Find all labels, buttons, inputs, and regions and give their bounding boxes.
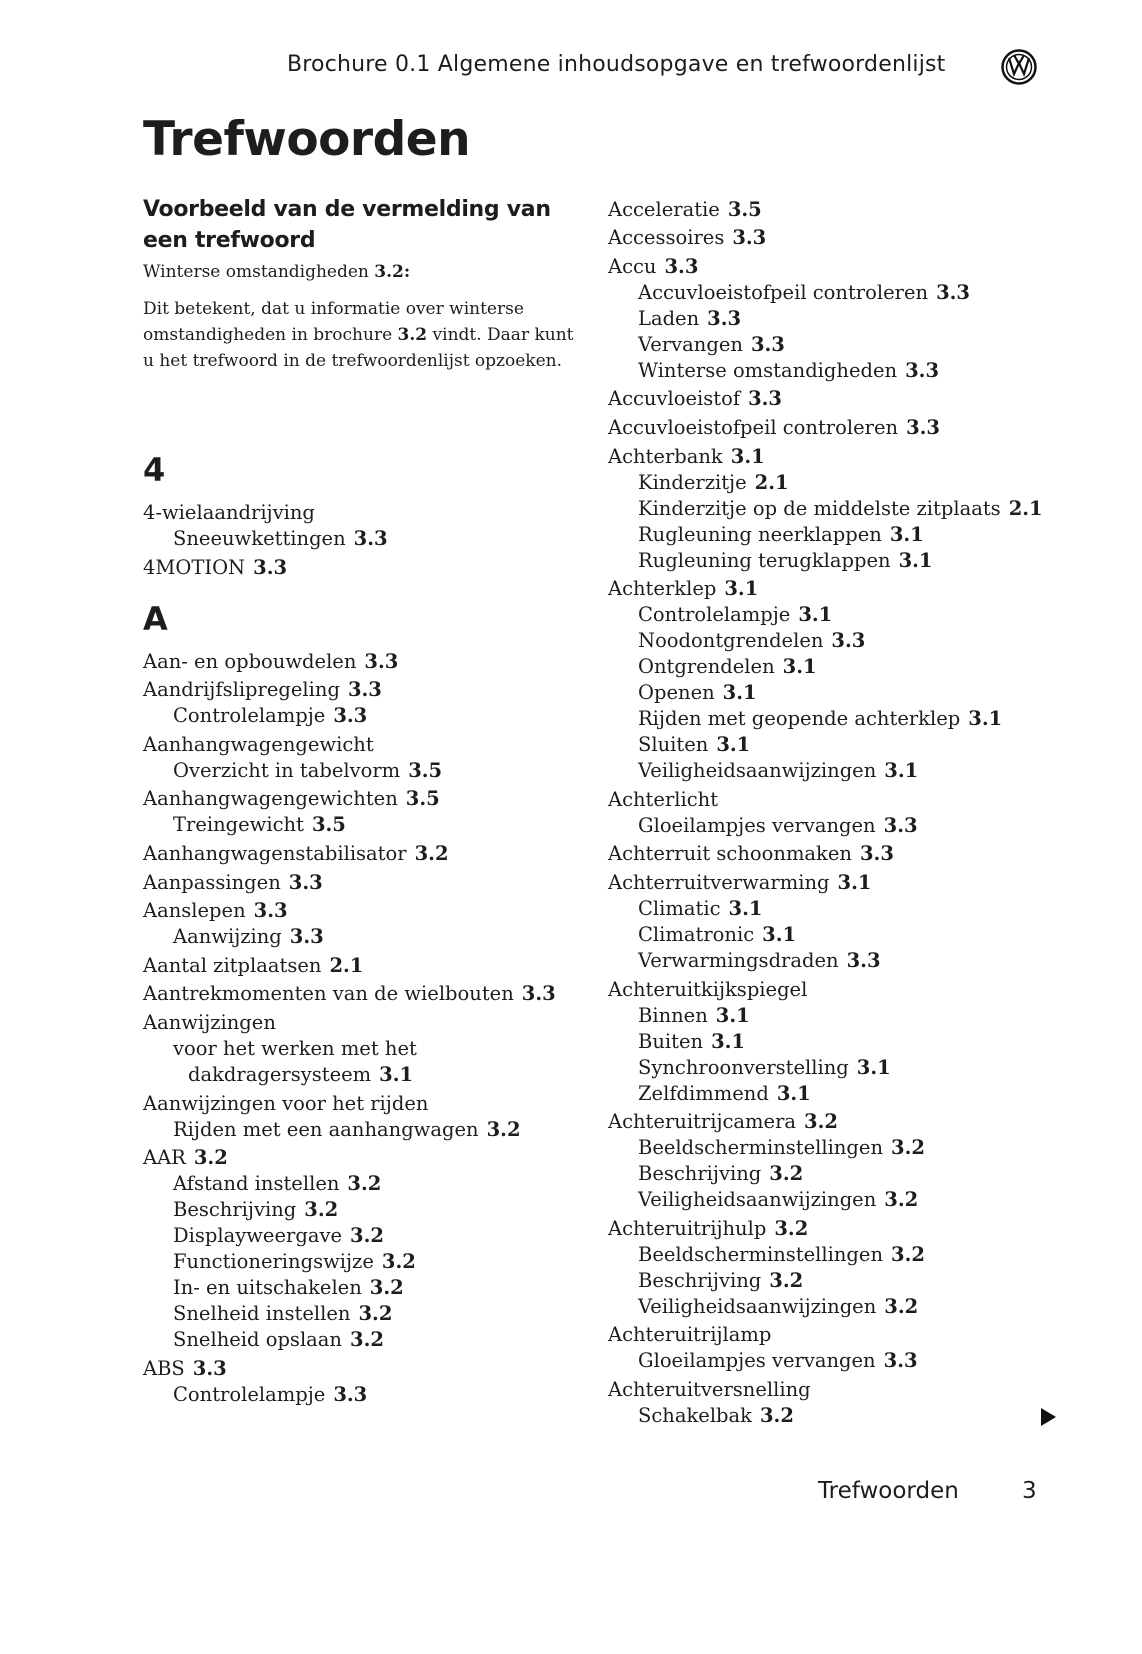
index-entry-text: Aanhangwagenstabilisator — [143, 841, 407, 865]
index-entry-ref: 2.1 — [754, 470, 789, 494]
index-entry — [608, 496, 1068, 522]
index-entry — [143, 953, 593, 979]
page-title: Trefwoorden — [143, 112, 471, 167]
index-entry-ref: 3.2 — [347, 1172, 382, 1196]
index-entry-text: Noodontgrendelen — [638, 629, 824, 653]
index-entry-text: Climatronic — [638, 922, 755, 946]
page-number: 3 — [1022, 1478, 1037, 1504]
index-entry-ref: 3.2 — [304, 1198, 339, 1222]
index-entry-ref: 3.2 — [414, 841, 449, 865]
index-entry — [608, 841, 1068, 867]
index-entry-text: Aantrekmomenten van de wielbouten — [143, 982, 514, 1006]
index-entry — [143, 898, 593, 924]
index-entry-text: Achteruitrijlamp — [608, 1323, 772, 1347]
index-entry-text: Achteruitkijkspiegel — [608, 977, 808, 1001]
index-entry-ref: 3.5 — [311, 813, 346, 837]
index-entry-ref: 3.2 — [369, 1276, 404, 1300]
index-entry-text: Sluiten — [638, 733, 709, 757]
index-entry-text: Achteruitrijhulp — [608, 1216, 767, 1240]
index-entry — [143, 526, 593, 552]
example-term-text: Winterse omstandigheden — [143, 262, 369, 282]
index-entry-ref: 3.2 — [774, 1216, 809, 1240]
index-entry-text: dakdragersysteem — [188, 1062, 372, 1086]
index-entry-text: Controlelampje — [173, 1382, 326, 1406]
index-entry — [608, 197, 1068, 223]
index-entry — [143, 812, 593, 838]
index-entry-text: Aanwijzingen voor het rijden — [143, 1091, 429, 1115]
index-entry-text: ABS — [143, 1356, 185, 1380]
index-entry-ref: 3.3 — [846, 948, 881, 972]
index-entry-ref: 3.3 — [192, 1356, 227, 1380]
example-text — [143, 296, 583, 374]
index-entry-text: 4MOTION — [143, 555, 246, 579]
index-entry-ref: 3.3 — [253, 555, 288, 579]
index-entry-ref: 3.2 — [486, 1117, 521, 1141]
header-title: Brochure 0.1 Algemene inhoudsopgave en trefwoordenlijst — [287, 52, 946, 77]
index-entry-ref: 3.2 — [350, 1224, 384, 1248]
index-entry — [143, 870, 593, 896]
index-entry-ref: 2.1 — [1008, 496, 1043, 520]
index-entry-text: Achterklep — [608, 577, 717, 601]
index-entry-text: Verwarmingsdraden — [638, 948, 839, 972]
index-entry-text: Aanwijzingen — [143, 1010, 276, 1034]
footer-label: Trefwoorden — [818, 1478, 959, 1504]
index-entry-text: In- en uitschakelen — [173, 1276, 362, 1300]
index-entry — [143, 1117, 593, 1143]
index-entry-ref: 3.2 — [884, 1294, 919, 1318]
index-entry — [143, 1382, 593, 1408]
index-entry-ref: 3.2 — [381, 1250, 416, 1274]
index-entry-text: Aanhangwagengewichten — [143, 787, 398, 811]
index-entry-ref: 3.3 — [936, 280, 970, 304]
index-entry — [143, 1036, 593, 1062]
index-entry-ref: 3.3 — [333, 704, 368, 728]
index-entry — [608, 654, 1068, 680]
index-entry-text: Displayweergave — [173, 1224, 342, 1248]
index-entry-ref: 3.2 — [891, 1242, 925, 1266]
index-entry-text: Vervangen — [638, 332, 743, 356]
index-column-right — [608, 194, 1068, 1429]
index-entry — [608, 758, 1068, 784]
index-entry-text: Rugleuning terugklappen — [638, 548, 891, 572]
index-entry-ref: 3.2 — [358, 1302, 393, 1326]
index-entry — [608, 1055, 1068, 1081]
index-entry-text: 4-wielaandrijving — [143, 501, 315, 524]
index-entry-text: Aandrijfslipregeling — [143, 678, 340, 702]
index-entry-text: Aanslepen — [143, 899, 246, 923]
index-entry-text: Gloeilampjes vervangen — [638, 1349, 876, 1373]
index-entry — [143, 500, 593, 526]
index-entry-text: Accessoires — [608, 226, 725, 250]
index-entry — [143, 981, 593, 1007]
index-entry — [608, 444, 1068, 470]
index-entry-text: Buiten — [638, 1029, 704, 1053]
index-entry — [608, 977, 1068, 1003]
index-entry — [143, 1249, 593, 1275]
index-entry — [608, 386, 1068, 412]
index-entry-ref: 3.1 — [898, 548, 933, 572]
index-entry — [608, 896, 1068, 922]
index-entry — [143, 1356, 593, 1382]
index-entry — [608, 1003, 1068, 1029]
index-entry-ref: 3.3 — [521, 982, 556, 1006]
index-entry-ref: 3.2 — [350, 1328, 384, 1352]
index-entry — [608, 254, 1068, 280]
index-entry-text: Accuvloeistof — [608, 387, 741, 411]
example-term — [143, 262, 410, 282]
index-entry — [143, 1223, 593, 1249]
index-entry-ref: 3.3 — [750, 332, 785, 356]
index-entry-ref: 3.1 — [716, 733, 751, 757]
index-entry — [608, 306, 1068, 332]
index-entry-text: Rugleuning neerklappen — [638, 522, 882, 546]
index-entry-ref: 3.1 — [724, 577, 759, 601]
index-entry — [608, 280, 1068, 306]
index-entry-text: Veiligheidsaanwijzingen — [638, 1294, 877, 1318]
index-entry-text: Achteruitversnelling — [608, 1377, 811, 1401]
index-entry-ref: 3.3 — [347, 678, 382, 702]
index-entry — [608, 732, 1068, 758]
index-entry — [143, 649, 593, 675]
index-entry-ref: 3.3 — [906, 415, 940, 439]
index-entry-ref: 3.2 — [769, 1268, 804, 1292]
index-entry-ref: 3.2 — [769, 1162, 804, 1186]
index-entry — [608, 602, 1068, 628]
index-entry — [608, 1161, 1068, 1187]
index-entry — [608, 680, 1068, 706]
index-entry-ref: 3.3 — [859, 842, 894, 866]
index-entry-ref: 3.1 — [728, 896, 763, 920]
index-entry — [608, 1268, 1068, 1294]
index-entry-ref: 3.3 — [353, 527, 388, 550]
index-entry-text: voor het werken met het — [173, 1036, 417, 1060]
index-entry-ref: 3.2 — [891, 1136, 925, 1160]
index-entry-text: Aantal zitplaatsen — [143, 953, 322, 977]
index-entry — [608, 628, 1068, 654]
index-entry — [608, 1294, 1068, 1320]
index-entry-text: Acceleratie — [608, 197, 720, 221]
index-entry-text: Winterse omstandigheden — [638, 358, 898, 382]
index-entry-ref: 3.1 — [782, 655, 817, 679]
index-entry-text: Beschrijving — [638, 1268, 762, 1292]
example-term-ref: 3.2: — [374, 262, 411, 282]
index-entry-ref: 3.5 — [727, 197, 762, 221]
section-heading: 4 — [143, 451, 166, 489]
index-entry — [608, 1187, 1068, 1213]
index-entry-ref: 3.3 — [707, 306, 742, 330]
index-entry — [608, 415, 1068, 441]
index-entry-ref: 3.1 — [715, 1003, 750, 1027]
index-entry — [608, 787, 1068, 813]
index-entry-text: Schakelbak — [638, 1403, 752, 1427]
example-heading: Voorbeeld van de vermelding van een trefwoord — [143, 197, 551, 253]
index-entry-text: Sneeuwkettingen — [173, 527, 346, 550]
index-entry-ref: 3.3 — [289, 925, 324, 949]
index-entry-text: Achterbank — [608, 444, 723, 468]
index-entry-text: Binnen — [638, 1003, 708, 1027]
index-entry-text: Beschrijving — [173, 1198, 297, 1222]
index-entry-ref: 3.1 — [730, 444, 765, 468]
index-entry-ref: 3.3 — [883, 813, 918, 837]
index-entry — [608, 948, 1068, 974]
index-entry — [608, 522, 1068, 548]
index-entry — [143, 1010, 593, 1036]
index-entry-ref: 3.2 — [759, 1403, 794, 1427]
index-entry — [608, 576, 1068, 602]
index-entry — [608, 1322, 1068, 1348]
index-entry-text: Openen — [638, 681, 715, 705]
index-entry — [143, 1171, 593, 1197]
index-entry-text: Veiligheidsaanwijzingen — [638, 1188, 877, 1212]
index-entry — [143, 1091, 593, 1117]
example-text-before: Dit betekent, dat u informatie over winterse omstandigheden in brochure — [143, 299, 524, 345]
index-entry-ref: 3.1 — [837, 870, 872, 894]
index-entry — [608, 1377, 1068, 1403]
index-entry-text: Snelheid opslaan — [173, 1328, 342, 1352]
index-entry-ref: 3.1 — [379, 1062, 414, 1086]
index-entry-ref: 3.5 — [405, 787, 440, 811]
index-entry — [608, 1109, 1068, 1135]
index-entry-text: Gloeilampjes vervangen — [638, 813, 876, 837]
index-entry-text: Beeldscherminstellingen — [638, 1136, 883, 1160]
index-entry-text: Accuvloeistofpeil controleren — [638, 280, 929, 304]
index-entry-text: Synchroonverstelling — [638, 1055, 849, 1079]
index-entry-text: Achteruitrijcamera — [608, 1110, 797, 1134]
index-entry-text: Afstand instellen — [173, 1172, 340, 1196]
section-heading: A — [143, 599, 168, 638]
index-entry — [608, 1403, 1068, 1429]
index-entry-ref: 3.5 — [408, 758, 443, 782]
index-entry-ref: 3.1 — [722, 681, 757, 705]
index-entry-text: Kinderzitje op de middelste zitplaats — [638, 496, 1001, 520]
index-entry-text: Overzicht in tabelvorm — [173, 758, 401, 782]
index-entry-ref: 3.3 — [883, 1349, 918, 1373]
index-entry — [608, 1216, 1068, 1242]
index-entry — [608, 706, 1068, 732]
index-entry — [143, 841, 593, 867]
index-entry-text: AAR — [143, 1146, 186, 1170]
index-entry-ref: 3.1 — [711, 1029, 745, 1053]
index-entry — [143, 1275, 593, 1301]
index-entry-ref: 3.1 — [884, 759, 919, 783]
index-entry-text: Beeldscherminstellingen — [638, 1242, 883, 1266]
index-entry-ref: 3.2 — [193, 1146, 228, 1170]
index-entry-ref: 3.2 — [804, 1110, 838, 1134]
index-entry — [608, 1135, 1068, 1161]
index-entry-text: Aanhangwagengewicht — [143, 732, 374, 756]
index-entry — [608, 1242, 1068, 1268]
index-entry-ref: 2.1 — [329, 953, 364, 977]
index-entry-text: Laden — [638, 306, 700, 330]
index-entry-text: Functioneringswijze — [173, 1250, 374, 1274]
triangle-right-icon — [1041, 1408, 1056, 1426]
vw-logo-icon — [1001, 49, 1037, 85]
index-entry — [143, 1197, 593, 1223]
index-entry — [143, 1327, 593, 1353]
index-entry-ref: 3.3 — [253, 899, 288, 923]
index-entry-text: Beschrijving — [638, 1162, 762, 1186]
index-entry-text: Snelheid instellen — [173, 1302, 351, 1326]
index-entry-text: Rijden met een aanhangwagen — [173, 1117, 479, 1141]
index-entry-text: Accuvloeistofpeil controleren — [608, 415, 899, 439]
index-entry-ref: 3.3 — [748, 387, 782, 411]
index-entry-ref: 3.3 — [364, 649, 399, 673]
index-entry-ref: 3.3 — [732, 226, 767, 250]
index-entry — [143, 924, 593, 950]
index-entry-text: Aan- en opbouwdelen — [143, 649, 357, 673]
index-entry — [608, 813, 1068, 839]
index-entry-ref: 3.1 — [762, 922, 797, 946]
index-entry-text: Aanpassingen — [143, 870, 281, 894]
index-entry-ref: 3.3 — [333, 1382, 368, 1406]
index-column-left — [143, 450, 593, 1408]
index-entry-ref: 3.1 — [968, 707, 1003, 731]
index-entry-ref: 3.1 — [776, 1081, 811, 1105]
index-entry — [143, 1301, 593, 1327]
index-entry-ref: 3.3 — [905, 358, 940, 382]
index-entry — [143, 677, 593, 703]
index-entry — [608, 922, 1068, 948]
index-entry — [608, 1348, 1068, 1374]
index-entry — [143, 732, 593, 758]
index-entry-text: Rijden met geopende achterklep — [638, 707, 961, 731]
index-entry — [608, 548, 1068, 574]
index-entry-ref: 3.1 — [889, 522, 924, 546]
index-entry — [143, 786, 593, 812]
index-entry — [608, 225, 1068, 251]
index-entry-ref: 3.3 — [664, 254, 699, 278]
index-entry — [143, 1145, 593, 1171]
index-entry — [143, 758, 593, 784]
index-entry-text: Ontgrendelen — [638, 655, 775, 679]
index-entry — [143, 1062, 593, 1088]
index-entry — [608, 870, 1068, 896]
index-entry-text: Zelfdimmend — [638, 1081, 769, 1105]
index-entry-text: Accu — [608, 254, 657, 278]
index-entry-text: Veiligheidsaanwijzingen — [638, 759, 877, 783]
index-entry-text: Aanwijzing — [173, 925, 282, 949]
index-entry-ref: 3.3 — [831, 629, 866, 653]
index-entry-text: Achterlicht — [608, 787, 719, 811]
index-entry-text: Controlelampje — [173, 704, 326, 728]
index-entry — [608, 358, 1068, 384]
index-entry — [608, 1029, 1068, 1055]
index-entry-text: Climatic — [638, 896, 721, 920]
index-entry — [608, 1081, 1068, 1107]
index-entry — [608, 332, 1068, 358]
index-entry — [143, 703, 593, 729]
index-entry-text: Controlelampje — [638, 603, 791, 627]
index-entry-text: Achterruit schoonmaken — [608, 842, 852, 866]
example-text-after: vindt. Daar kunt u het trefwoord in de trefwoordenlijst opzoeken. — [143, 325, 574, 371]
index-entry-text: Treingewicht — [173, 813, 304, 837]
example-text-ref: 3.2 — [397, 325, 428, 345]
index-entry-ref: 3.2 — [884, 1188, 919, 1212]
index-entry-ref: 3.3 — [288, 870, 323, 894]
index-entry-text: Kinderzitje — [638, 470, 747, 494]
index-entry-ref: 3.1 — [798, 603, 833, 627]
index-entry-text: Achterruitverwarming — [608, 870, 830, 894]
index-entry — [608, 470, 1068, 496]
index-entry-ref: 3.1 — [856, 1055, 891, 1079]
index-entry — [143, 555, 593, 581]
